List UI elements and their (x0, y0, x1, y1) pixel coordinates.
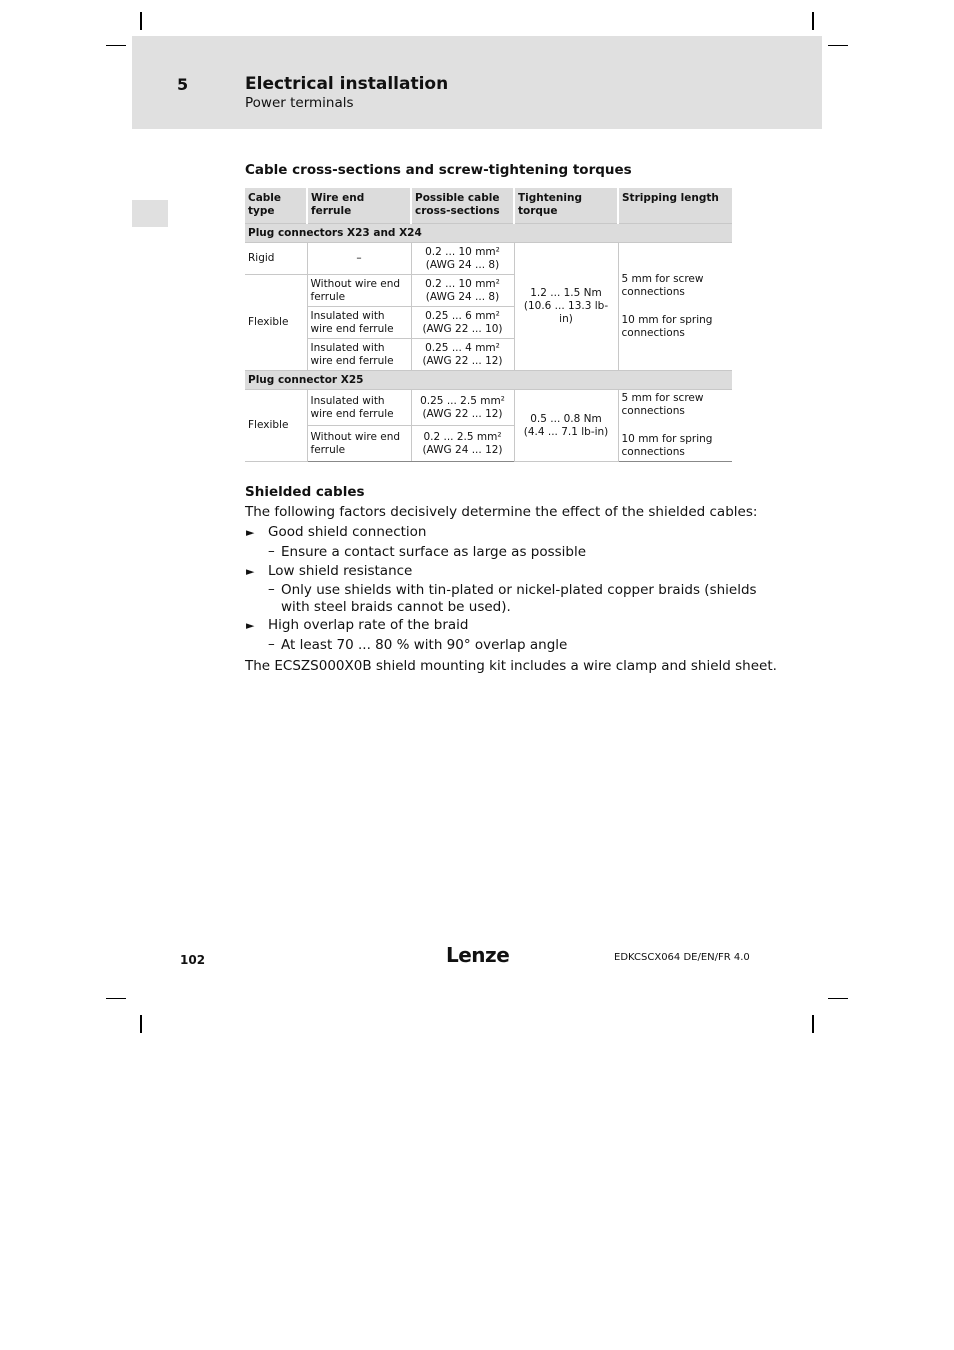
cable-type-cell: Flexible (245, 275, 307, 371)
header-band (132, 36, 822, 129)
chapter-number: 5 (177, 75, 189, 94)
strip-line: 5 mm for screw connections (621, 273, 704, 298)
cross-line: (AWG 22 ... 12) (422, 407, 503, 420)
torque-line: (4.4 ... 7.1 lb-in) (523, 425, 609, 438)
table-group-row (245, 224, 732, 243)
col-header: Possible cable cross-sections (411, 188, 514, 224)
sub-item: Only use shields with tin-plated or nickel-plated copper braids (shields (281, 582, 757, 598)
cable-type-cell: Flexible (245, 390, 307, 462)
shielded-heading: Shielded cables (245, 484, 365, 500)
sub-item: Ensure a contact surface as large as possible (281, 544, 587, 560)
cross-line: 0.25 ... 2.5 mm² (420, 394, 505, 407)
bullet-arrow-icon: ► (246, 565, 255, 578)
side-tab (132, 200, 168, 227)
chapter-subtitle: Power terminals (245, 95, 354, 111)
cross-line: 0.25 ... 6 mm² (425, 309, 500, 322)
cross-section-cell (411, 243, 514, 275)
bullet-arrow-icon: ► (246, 619, 255, 632)
crop-mark (812, 1015, 814, 1033)
crop-mark (828, 998, 848, 999)
crop-mark (828, 45, 848, 46)
cross-line: (AWG 22 ... 12) (422, 354, 503, 367)
crop-mark (812, 12, 814, 30)
torque-line: 0.5 ... 0.8 Nm (530, 412, 602, 425)
cross-line: 0.2 ... 10 mm² (425, 245, 500, 258)
bullet-arrow-icon: ► (246, 526, 255, 539)
page-number: 102 (180, 953, 206, 967)
crop-mark (140, 12, 142, 30)
cable-spec-table (245, 188, 732, 462)
cross-line: (AWG 24 ... 12) (422, 443, 503, 456)
bullet-item: High overlap rate of the braid (268, 617, 469, 633)
table-header-row (245, 188, 732, 224)
cross-line: (AWG 24 ... 8) (425, 290, 500, 303)
torque-cell (514, 243, 618, 371)
cross-section-cell (411, 275, 514, 307)
cross-section-cell (411, 426, 514, 462)
shielded-closing: The ECSZS000X0B shield mounting kit includes a wire clamp and shield sheet. (245, 658, 777, 674)
group-title: Plug connectors X23 and X24 (245, 224, 732, 243)
cross-line: (AWG 24 ... 8) (425, 258, 500, 271)
chapter-title: Electrical installation (245, 74, 449, 94)
ferrule-cell: Without wire end ferrule (307, 275, 411, 307)
dash-marker: – (268, 543, 275, 559)
dash-marker: – (268, 581, 275, 597)
torque-line: (10.6 ... 13.3 lb-in) (523, 300, 609, 325)
cross-line: 0.2 ... 10 mm² (425, 277, 500, 290)
bullet-item: Low shield resistance (268, 563, 413, 579)
cross-line: (AWG 22 ... 10) (422, 322, 503, 335)
bullet-item: Good shield connection (268, 524, 427, 540)
section-title: Cable cross-sections and screw-tightening torques (245, 162, 632, 178)
col-header: Tightening torque (514, 188, 618, 224)
cross-section-cell (411, 339, 514, 371)
sub-item: with steel braids cannot be used). (281, 599, 511, 615)
strip-line: 10 mm for spring connections (621, 433, 713, 458)
cross-section-cell (411, 307, 514, 339)
col-header: Stripping length (618, 188, 732, 224)
ferrule-cell: Insulated with wire end ferrule (307, 307, 411, 339)
torque-cell (514, 390, 618, 462)
strip-line: 5 mm for screw connections (621, 392, 704, 417)
stripping-cell (618, 243, 732, 371)
ferrule-cell: Insulated with wire end ferrule (307, 390, 411, 426)
torque-line: 1.2 ... 1.5 Nm (530, 287, 602, 299)
col-header: Wire end ferrule (307, 188, 411, 224)
cross-section-cell (411, 390, 514, 426)
table-row (245, 243, 732, 275)
cable-type-cell: Rigid (245, 243, 307, 275)
table-group-row (245, 371, 732, 390)
table-row (245, 390, 732, 426)
group-title: Plug connector X25 (245, 371, 732, 390)
col-header: Cable type (245, 188, 307, 224)
cross-line: 0.25 ... 4 mm² (425, 341, 500, 354)
stripping-cell (618, 390, 732, 462)
ferrule-cell: Without wire end ferrule (307, 426, 411, 462)
crop-mark (140, 1015, 142, 1033)
sub-item: At least 70 ... 80 % with 90° overlap angle (281, 637, 568, 653)
lenze-logo: Lenze (446, 943, 510, 967)
shielded-intro: The following factors decisively determine the effect of the shielded cables: (245, 504, 758, 520)
document-id: EDKCSCX064 DE/EN/FR 4.0 (614, 952, 750, 963)
crop-mark (106, 45, 126, 46)
ferrule-cell: – (307, 243, 411, 275)
strip-line: 10 mm for spring connections (621, 314, 713, 339)
dash-marker: – (268, 636, 275, 652)
crop-mark (106, 998, 126, 999)
cross-line: 0.2 ... 2.5 mm² (423, 430, 502, 443)
ferrule-cell: Insulated with wire end ferrule (307, 339, 411, 371)
